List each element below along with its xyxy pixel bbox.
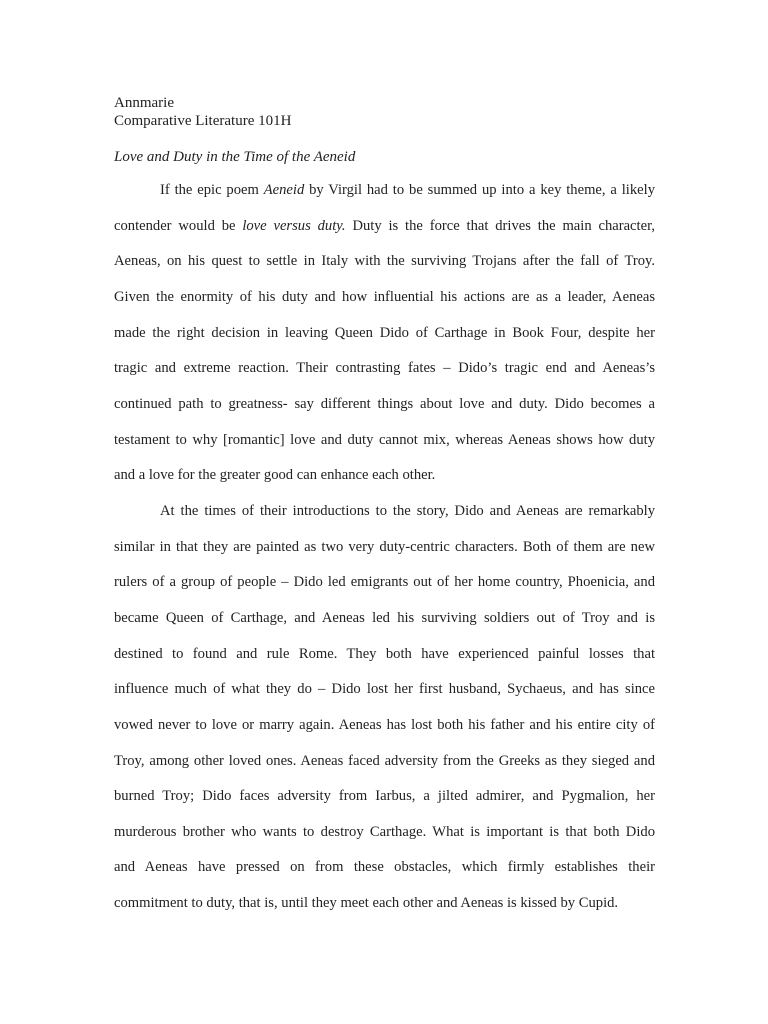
essay-line: tragic and extreme reaction. Their contrasting fates – Dido’s tragic end and Aeneas’s <box>114 360 655 377</box>
italic-theme-phrase: love versus duty. <box>242 217 346 234</box>
essay-line: became Queen of Carthage, and Aeneas led his surviving soldiers out of Troy and is <box>114 609 655 626</box>
essay-line: rulers of a group of people – Dido led emigrants out of her home country, Phoenicia, and <box>114 574 655 591</box>
essay-line: destined to found and rule Rome. They both have experienced painful losses that <box>114 645 655 662</box>
essay-line: testament to why [romantic] love and duty cannot mix, whereas Aeneas shows how duty <box>114 431 655 448</box>
essay-line: made the right decision in leaving Queen Dido of Carthage in Book Four, despite her <box>114 324 655 341</box>
essay-line: Aeneas, on his quest to settle in Italy with the surviving Trojans after the fall of Troy. <box>114 253 655 270</box>
essay-line: and Aeneas have pressed on from these obstacles, which firmly establishes their <box>114 859 655 876</box>
essay-line: Troy, among other loved ones. Aeneas faced adversity from the Greeks as they sieged and <box>114 752 655 769</box>
essay-body <box>114 173 655 922</box>
essay-line: At the times of their introductions to the story, Dido and Aeneas are remarkably <box>160 502 655 519</box>
italic-work-title: Aeneid <box>263 182 305 198</box>
essay-line: continued path to greatness- say different things about love and duty. Dido becomes a <box>114 395 655 412</box>
essay-line: murderous brother who wants to destroy Carthage. What is important is that both Dido <box>114 823 655 840</box>
essay-header <box>114 94 655 166</box>
essay-line: burned Troy; Dido faces adversity from Iarbus, a jilted admirer, and Pygmalion, her <box>114 788 655 805</box>
essay-line: Given the enormity of his duty and how influential his actions are as a leader, Aeneas <box>114 288 655 305</box>
text-run: If the epic poem <box>160 182 264 198</box>
essay-line: vowed never to love or marry again. Aeneas has lost both his father and his entire city of <box>114 716 655 733</box>
essay-line: commitment to duty, that is, until they meet each other and Aeneas is kissed by Cupid. <box>114 895 619 912</box>
text-run: Duty is the force that drives the main character, <box>345 217 655 234</box>
essay-line <box>114 173 655 209</box>
essay-line: similar in that they are painted as two very duty-centric characters. Both of them are new <box>114 538 655 555</box>
essay-line: influence much of what they do – Dido lost her first husband, Sychaeus, and has since <box>114 681 655 698</box>
essay-paragraph <box>114 173 655 494</box>
course-name: Comparative Literature 101H <box>114 113 292 129</box>
essay-title: Love and Duty in the Time of the Aeneid <box>114 149 356 165</box>
text-run: by Virgil had to be summed up into a key theme, a likely <box>304 182 655 198</box>
essay-line <box>114 209 655 245</box>
essay-paragraph <box>114 494 655 922</box>
author-name: Annmarie <box>114 95 174 111</box>
essay-line: and a love for the greater good can enhance each other. <box>114 467 436 484</box>
text-run: contender would be <box>114 217 243 234</box>
